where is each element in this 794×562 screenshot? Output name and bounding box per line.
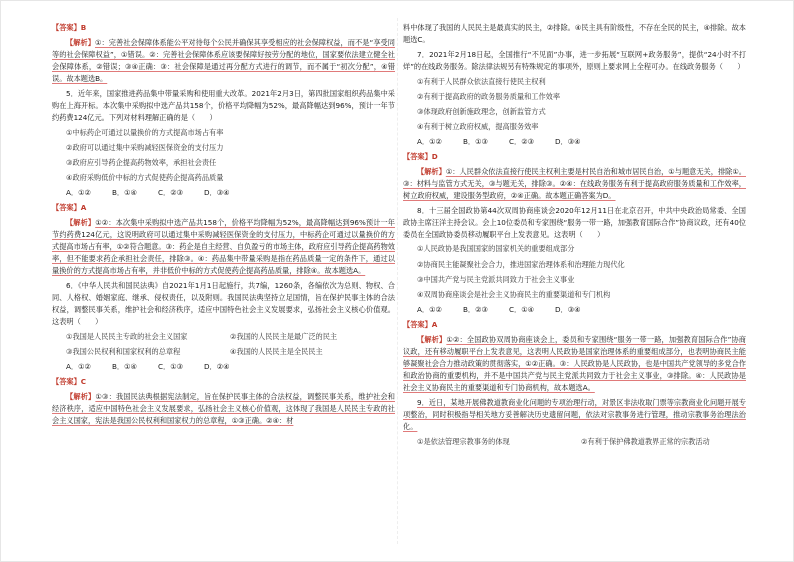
- question-8: 8．十三届全国政协第44次双周协商座谈会2020年12月11日在北京召开，中共中央政治局常委、全国政协主席汪洋主持会议。会上10位委员和专家围绕“服务一带一路，加强教育国际合作”协商议政，还有40位委员在全国政协委员移动履职平台上发表意见。这表明（ ）: [403, 205, 746, 239]
- choice-a: A．①②: [417, 304, 442, 314]
- choice-d: D．③④: [555, 136, 581, 146]
- choice-a: A．①②: [417, 136, 442, 146]
- option: ②我国的人民民主是最广泛的民主: [230, 331, 338, 341]
- explanation: [403, 334, 746, 394]
- choice-d: D．③④: [204, 187, 230, 197]
- explanation-tag: 【解析】: [417, 166, 446, 176]
- option: ④双周协商座谈会是社会主义协商民主的重要渠道和专门机构: [417, 289, 611, 299]
- option-row: [52, 331, 395, 343]
- question-7: 7．2021年2月18日起，全国推行“不见面”办事，进一步拓展“互联网+政务服务”，提供“24小时不打烊”的在线政务服务。除法律法规另有特殊规定的事项外，原则上要求网上全程可办。在线政务服务（ ）: [403, 49, 746, 71]
- option: ④有利于树立政府权威，提高服务效率: [417, 121, 539, 131]
- explanation-tag: 【解析】: [417, 334, 447, 344]
- answer-choices: [52, 187, 395, 199]
- answer-choices: [52, 361, 395, 373]
- option: ②有利于保护佛教道教界正常的宗教活动: [581, 436, 710, 446]
- option: ③中国共产党与民主党派共同致力于社会主义事业: [417, 274, 575, 284]
- choice-a: A．①②: [66, 361, 91, 371]
- explanation: [52, 37, 395, 85]
- question-6: 6．《中华人民共和国民法典》自2021年1月1日起施行，共7编，1260条，各编依次为总则、物权、合同、人格权、婚姻家庭、继承、侵权责任，以及附则。我国民法典坚持立足国情，旨在保护民事主体的合法权益，调整民事关系，维护社会和经济秩序，适应中国特色社会主义发展要求，弘扬社会主义核心价值观。这表明（ ）: [52, 280, 395, 327]
- choice-c: C．②③: [158, 187, 184, 197]
- explanation-text: ①②：本次集中采购拟中选产品共158个，价格平均降幅为52%，最高降幅达到96%预计一年节约药费124亿元，这说明政府可以通过集中采购减轻医保资金的支付压力，中标药企可通过以量换价的方式提高市场占有率，①②符合题意。③：药企是自主经营、自负盈亏的市场主体，政府应引导药企提高药物效率，但不能要求药企承担社会责任，排除③。④：药品集中带量采购是指在药品质量一定的条件下，通过以量换价的方式提高市场占有率，并非低价中标的方式促使药企提高药品质量，排除④。故本题选A。: [52, 217, 395, 276]
- answer-label: 【答案】D: [403, 152, 438, 162]
- option: ①人民政协是我国国家的国家机关的重要组成部分: [417, 244, 575, 254]
- question-5: 5．近年来，国家推进药品集中带量采购和使用重大改革。2021年2月3日，第四批国家组织药品集中采购在上海开标。本次集中采购拟中选产品共158个，价格平均降幅为52%，最高降幅达到96%，预计一年节约药费124亿元。下列对材料理解正确的是（ ）: [52, 88, 395, 122]
- right-column: [403, 22, 746, 451]
- explanation-tag: 【解析】: [66, 391, 96, 401]
- option: ②有利于提高政府的政务服务质量和工作效率: [417, 91, 561, 101]
- choice-b: B．①④: [112, 187, 138, 197]
- choice-d: D．③④: [555, 304, 581, 314]
- choice-c: C．①④: [509, 304, 535, 314]
- column-divider: [397, 18, 398, 544]
- option: ②政府可以通过集中采购减轻医保资金的支付压力: [66, 142, 224, 152]
- option: ①有利于人民群众依法直接行使民主权利: [417, 76, 546, 86]
- answer-label: 【答案】B: [52, 23, 87, 32]
- option: ①我国是人民民主专政的社会主义国家: [66, 331, 188, 341]
- question-9: 9．近日，某地开展佛教道教商业化问题的专项治理行动，对景区非法收取门票等宗教商业化问题开展专项整治，同时积极指导相关地方妥善解决历史遗留问题，依法对宗教事务进行管理，推动宗教事务治理法治化。: [403, 397, 746, 431]
- choice-b: B．②③: [463, 304, 489, 314]
- explanation-text: ①③：我国民法典根据宪法制定，旨在保护民事主体的合法权益，调整民事关系，维护社会和经济秩序，适应中国特色社会主义发展要求，弘扬社会主义核心价值观，这体现了我国是人民民主专政的社会主义国家，宪法是我国公民权利和国家权力的总章程，①③正确。②④：材: [52, 391, 395, 425]
- answer-choices: [403, 136, 746, 148]
- explanation-text: ①：人民群众依法直接行使民主权利主要是村民自治和城市居民自治，①与题意无关，排除①。③：材料与监管方式无关，③与题无关，排除③。②④：在线政务服务有利于提高政府服务质量和工作效率，树立政府权威，建设服务型政府，②④正确。故本题正确答案为D。: [403, 166, 746, 200]
- explanation-tag: 【解析】: [66, 37, 95, 47]
- explanation: [52, 217, 395, 277]
- option: ④政府采购低价中标的方式促使药企提高药品质量: [66, 172, 224, 182]
- option: ③政府应引导药企提高药物效率，承担社会责任: [66, 157, 217, 167]
- option-row: [403, 436, 746, 448]
- answer-label: 【答案】A: [403, 319, 438, 329]
- explanation: [403, 166, 746, 202]
- option: ③体现政府创新施政理念，创新监管方式: [417, 106, 546, 116]
- option: ①中标药企可通过以量换价的方式提高市场占有率: [66, 127, 224, 137]
- explanation-text: ①：完善社会保障体系能公平对待每个公民并确保其享受相应的社会保障权益，而不是“享受同等的社会保障权益”，①错误。②：完善社会保障体系应该要保障好按劳分配的地位，国家要依法建立健全社会保障体系，②错误；③④正确：③：社会保障是通过再分配方式进行的调节，而不属于“初次分配”，④错误。故本题选B。: [52, 37, 395, 83]
- choice-b: B．①④: [112, 361, 138, 371]
- explanation-tag: 【解析】: [66, 217, 96, 227]
- choice-d: D．②④: [204, 361, 230, 371]
- option-row: [52, 346, 395, 358]
- option: ④我国的人民民主是全民民主: [230, 346, 323, 356]
- answer-choices: [403, 304, 746, 316]
- choice-c: C．②③: [509, 136, 535, 146]
- option: ②协商民主能凝聚社会合力，推进国家治理体系和治理能力现代化: [417, 259, 625, 269]
- choice-c: C．①③: [158, 361, 184, 371]
- choice-b: B．①③: [463, 136, 489, 146]
- explanation-text: ①②：全国政协双周协商座谈会上，委员和专家围绕“服务一带一路，加强教育国际合作”协商议政，还有移动履职平台上发表意见，这表明人民政协是国家治理体系的重要组成部分，也表明协商民主能够凝聚社会合力推动政策的贯彻落实，①②正确。③：人民政协是人民政协，也是中国共产党领导的多党合作和政治协商的重要机构，并不是中国共产党与民主党派共同致力于社会主义事业，③排除。④：人民政协是社会主义协商民主的重要渠道和专门协商机构，故本题选A。: [403, 334, 746, 392]
- option: ③我国公民权利和国家权利的总章程: [66, 346, 181, 356]
- answer-label: 【答案】C: [52, 377, 87, 386]
- answer-label: 【答案】A: [52, 203, 87, 212]
- explanation: [52, 391, 395, 427]
- option: ①是依法管理宗教事务的体现: [417, 436, 510, 446]
- choice-a: A．①②: [66, 187, 91, 197]
- explanation-continued: 料中体现了我国的人民民主是最真实的民主，②排除。④民主具有阶级性，不存在全民的民主，④排除。故本题选C。: [403, 23, 746, 45]
- left-column: [52, 22, 395, 430]
